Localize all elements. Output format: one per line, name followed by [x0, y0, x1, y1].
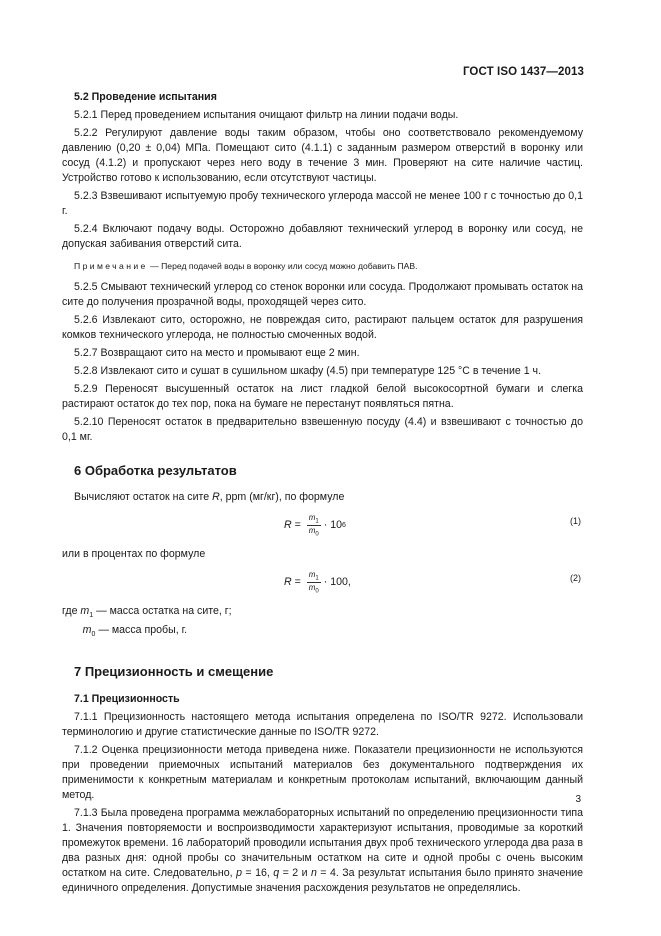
subsection-heading-5-2: 5.2 Проведение испытания [74, 91, 217, 103]
paragraph-5-2-4: 5.2.4 Включают подачу воды. Осторожно добавляют технический углерод в воронку или сосуд, не допуская забивания отверстий сита. [62, 223, 583, 250]
formula-mid-text: или в процентах по формуле [62, 548, 206, 560]
definition-m1: где $m_1$ — масса остатка на сите, г; [62, 605, 232, 620]
subsection-heading-7-1: 7.1 Прецизионность [74, 693, 180, 706]
variable-definitions [62, 604, 583, 642]
formula-intro: Вычисляют остаток на сите R, ppm (мг/кг), по формуле [74, 491, 345, 503]
paragraph-5-2-10: 5.2.10 Переносят остаток в предварительно взвешенную посуду (4.4) и взвешивают с точностью до 0,1 мг. [62, 416, 583, 443]
document-body [62, 91, 583, 899]
paragraph-5-2-5: 5.2.5 Смывают технический углерод со стенок воронки или сосуда. Продолжают промывать остаток на сите до получения прозрачной воды, проходящей через сито. [62, 281, 583, 308]
paragraph-5-2-2: 5.2.2 Регулируют давление воды таким образом, чтобы оно соответствовало рекомендуемому давлению (0,20 ± 0,04) МПа. Помещают сито (4.1.1) с заданным размером отверстий в воронку или сосуд (4.1.2) и пропускают через него воду в течение 3 мин. Проверяют на сите наличие частиц. Устройство готово к использованию, если отсутствуют частицы. [62, 127, 583, 184]
formula-1-row [62, 508, 583, 544]
paragraph-5-2-9: 5.2.9 Переносят высушенный остаток на лист гладкой белой высокосортной бумаги и слегка растирают остаток до тех пор, пока на бумаге не перестанут появляться пятна. [62, 383, 583, 410]
equation-number-1: (1) [570, 516, 581, 526]
paragraph-5-2-7: 5.2.7 Возвращают сито на место и промывают еще 2 мин. [74, 347, 360, 359]
paragraph-5-2-8: 5.2.8 Извлекают сито и сушат в сушильном шкафу (4.5) при температуре 125 °С в течение 1 ч. [74, 365, 542, 377]
paragraph-5-2-6: 5.2.6 Извлекают сито, осторожно, не повреждая сито, растирают пальцем остаток для разрушения комков технического углерода, не полностью смоченных водой. [62, 314, 583, 341]
note-text: — Перед подачей воды в воронку или сосуд можно добавить ПАВ. [147, 261, 418, 271]
definition-m0: $m_0$ — масса пробы, г. [82, 624, 188, 639]
formula-1: R = $\frac{m_1}{m_0}$ · 10 6 [284, 512, 346, 538]
paragraph-7-1-1: 7.1.1 Прецизионность настоящего метода испытания определена по ISO/TR 9272. Использовали терминологию и другие статистические данные по ISO/TR 9272. [62, 711, 583, 739]
paragraph-7-1-2: 7.1.2 Оценка прецизионности метода приведена ниже. Показатели прецизионности не используются при проведении приемочных испытаний материалов без документального подтверждения их применимости к конкретным материалам и конкретным протоколам испытаний, включающим данный метод. [62, 744, 583, 802]
formula-2-row [62, 565, 583, 601]
formula-2: R = $\frac{m_1}{m_0}$ · 100, [284, 569, 351, 595]
paragraph-5-2-3: 5.2.3 Взвешивают испытуемую пробу технического углерода массой не менее 100 г с точностью до 0,1 г. [62, 190, 583, 217]
section-heading-7: 7 Прецизионность и смещение [74, 664, 274, 680]
page-number: 3 [575, 794, 581, 805]
note [62, 259, 583, 273]
paragraph-7-1-3: 7.1.3 Была проведена программа межлабораторных испытаний по определению прецизионности типа 1. Значения повторяемости и воспроизводимости характеризуют испытания, проводимые за короткий промежуток времени. 16 лабораторий проводили испытания двух проб технического углерода два раза в два разных дня: одной пробы со значительным остатком на сите и одной пробы с очень высоким остатком на сите. Следовательно, p = 16, q = 2 и n = 4. За результат испытания было принято значение единичного определения. Допустимые значения расхождения результатов не определялись. [62, 807, 583, 895]
note-label: Примечание [74, 261, 148, 271]
fraction: $\frac{m_1}{m_0}$ [308, 569, 319, 595]
section-heading-6: 6 Обработка результатов [74, 463, 237, 478]
paragraph-5-2-1: 5.2.1 Перед проведением испытания очищают фильтр на линии подачи воды. [74, 109, 459, 121]
fraction: $\frac{m_1}{m_0}$ [308, 512, 319, 538]
equation-number-2: (2) [570, 573, 581, 583]
document-header: ГОСТ ISO 1437—2013 [462, 66, 584, 78]
